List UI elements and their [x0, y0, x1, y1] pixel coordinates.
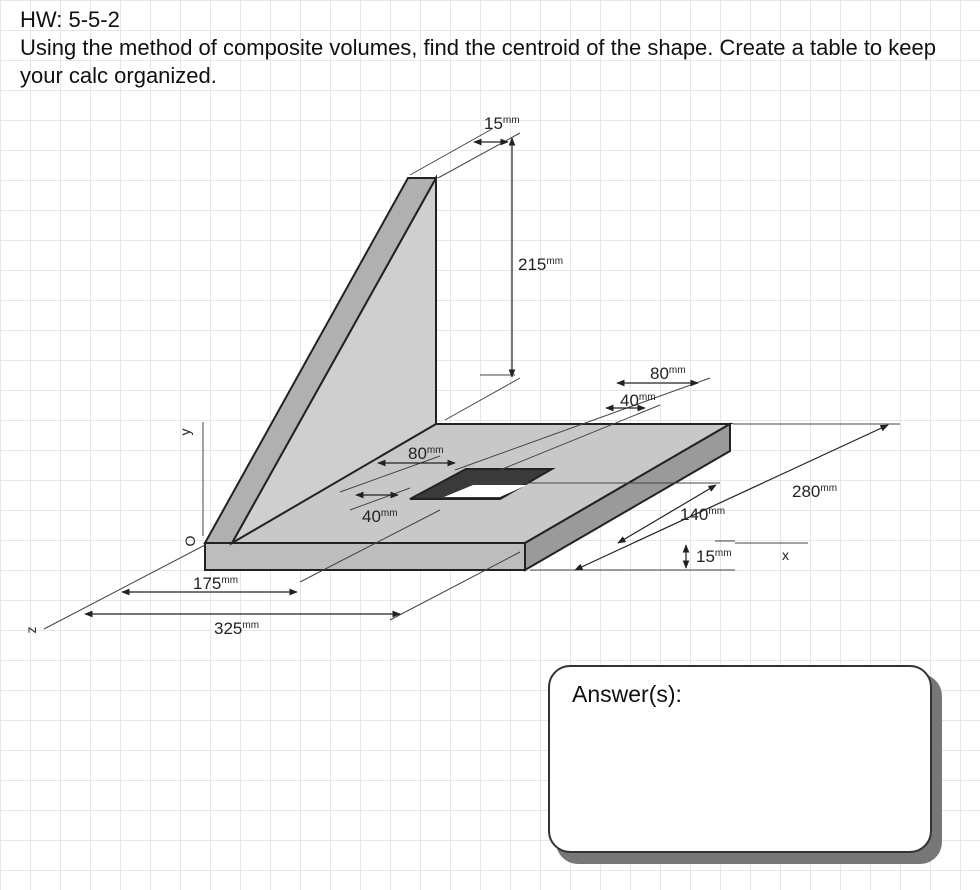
dim-label-325: $325^{mm}$: [214, 619, 260, 638]
dim-label-80-right: $80^{mm}$: [650, 364, 686, 383]
answer-box[interactable]: [548, 665, 932, 853]
ext-line: [438, 133, 520, 178]
origin-label: O: [182, 535, 198, 547]
plate-front-face: [205, 543, 525, 570]
dim-label-15-right: $15^{mm}$: [696, 547, 732, 566]
y-axis-label: y: [177, 428, 193, 436]
dim-label-40-right: $40^{mm}$: [620, 391, 656, 410]
homework-prompt: Using the method of composite volumes, find the centroid of the shape. Create a table to keep your calc organized.: [20, 35, 936, 88]
homework-title: HW: 5-5-2: [20, 7, 120, 32]
dim-label-280: $280^{mm}$: [792, 482, 838, 501]
dim-label-140: $140^{mm}$: [680, 505, 726, 524]
z-axis-line: [44, 545, 205, 629]
dim-label-15-top: $15^{mm}$: [484, 114, 520, 133]
answer-label: Answer(s):: [572, 681, 682, 707]
dim-label-215: $215^{mm}$: [518, 255, 564, 274]
z-axis-label: z: [23, 626, 39, 634]
dim-label-80-left: $80^{mm}$: [408, 444, 444, 463]
x-axis-label: x: [782, 547, 789, 563]
ext-line: [410, 129, 492, 175]
dim-label-175: $175^{mm}$: [193, 574, 239, 593]
ext-line: [445, 378, 520, 420]
dim-label-40-left: $40^{mm}$: [362, 507, 398, 526]
